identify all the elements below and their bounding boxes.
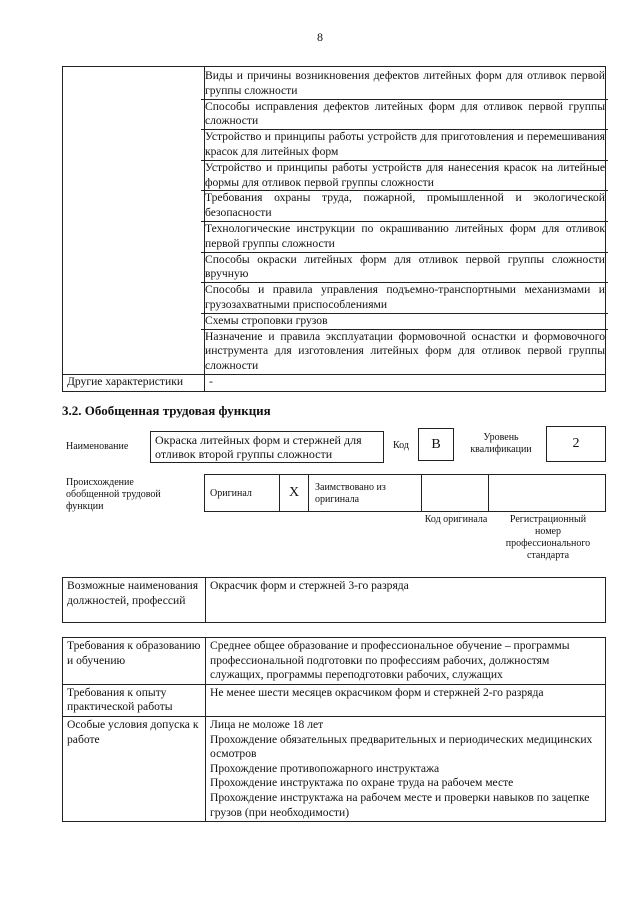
table-row: [63, 716, 606, 821]
code-label: Код: [393, 440, 409, 451]
original-mark: X: [280, 475, 309, 511]
admission-item: Прохождение обязательных предварительных и периодических медицинских осмотров: [210, 732, 593, 761]
knowledge-item: Схемы строповки грузов: [201, 314, 608, 330]
table-row: [63, 67, 606, 375]
knowledge-table: [62, 66, 606, 392]
code-original-caption: Код оригинала: [424, 514, 488, 525]
other-characteristics-value: -: [205, 374, 606, 391]
origin-row: [204, 474, 606, 512]
origin-label: Происхождение обобщенной трудовой функции: [66, 477, 161, 512]
knowledge-item: Устройство и принципы работы устройств для приготовления и перемешивания красок для литейных форм: [201, 130, 608, 161]
knowledge-item: Требования охраны труда, пожарной, промышленной и экологической безопасности: [201, 191, 608, 222]
admission-item: Прохождение инструктажа на рабочем месте и проверки навыков по зацепке грузов (при необходимости): [210, 790, 590, 819]
knowledge-item: Способы и правила управления подъемно-транспортными механизмами и грузозахватными приспособлениями: [201, 283, 608, 314]
table-row: [63, 638, 606, 685]
knowledge-item: Способы исправления дефектов литейных форм для отливок первой группы сложности: [201, 100, 608, 131]
borrowed-label: Заимствовано из оригинала: [309, 475, 422, 511]
section-heading: 3.2. Обобщенная трудовая функция: [62, 403, 271, 418]
table-row: [63, 684, 606, 716]
reg-number-caption: Регистрационный номер профессионального стандарта: [505, 514, 591, 561]
other-characteristics-label: Другие характеристики: [63, 374, 205, 391]
requirements-table: [62, 637, 606, 822]
possible-names-label: Возможные наименования должностей, профессий: [63, 578, 206, 623]
qualification-level-box: 2: [546, 426, 606, 462]
qualification-level-label: Уровень квалификации: [470, 432, 532, 455]
knowledge-items-cell: [205, 67, 606, 375]
function-name-box: Окраска литейных форм и стержней для отливок второй группы сложности: [150, 431, 384, 463]
original-label: Оригинал: [205, 475, 280, 511]
admission-label: Особые условия допуска к работе: [63, 716, 206, 821]
table-row: [63, 374, 606, 391]
admission-item: Прохождение противопожарного инструктажа: [210, 761, 440, 775]
knowledge-item: Назначение и правила эксплуатации формовочной оснастки и формовочного инструмента для изготовления литейных форм для отливок первой группы сложности: [205, 329, 605, 373]
knowledge-item: Устройство и принципы работы устройств для нанесения красок на литейные формы для отливок первой группы сложности: [201, 161, 608, 192]
education-value: Среднее общее образование и профессиональное обучение – программы профессиональной подготовки по профессиям рабочих, должностям служащих, программы переподготовки рабочих, служащих: [206, 638, 606, 685]
page-number: 8: [317, 30, 323, 44]
admission-items-cell: [206, 716, 606, 821]
possible-names-value: Окрасчик форм и стержней 3-го разряда: [206, 578, 606, 623]
experience-value: Не менее шести месяцев окрасчиком форм и стержней 2-го разряда: [206, 684, 606, 716]
experience-label: Требования к опыту практической работы: [63, 684, 206, 716]
table-row: [63, 578, 606, 623]
name-label: Наименование: [66, 441, 129, 452]
knowledge-item: Технологические инструкции по окрашиванию литейных форм для отливок первой группы сложности: [201, 222, 608, 253]
possible-names-table: [62, 577, 606, 623]
knowledge-item: Способы окраски литейных форм для отливок первой группы сложности вручную: [201, 253, 608, 284]
education-label: Требования к образованию и обучению: [63, 638, 206, 685]
reg-number-cell: [489, 475, 605, 511]
knowledge-label-cell: [63, 67, 205, 375]
code-value-box: B: [418, 428, 454, 461]
knowledge-item: Виды и причины возникновения дефектов литейных форм для отливок первой группы сложности: [201, 69, 608, 100]
admission-item: Прохождение инструктажа по охране труда на рабочем месте: [210, 776, 514, 790]
code-original-cell: [422, 475, 489, 511]
admission-item: Лица не моложе 18 лет: [210, 717, 324, 731]
